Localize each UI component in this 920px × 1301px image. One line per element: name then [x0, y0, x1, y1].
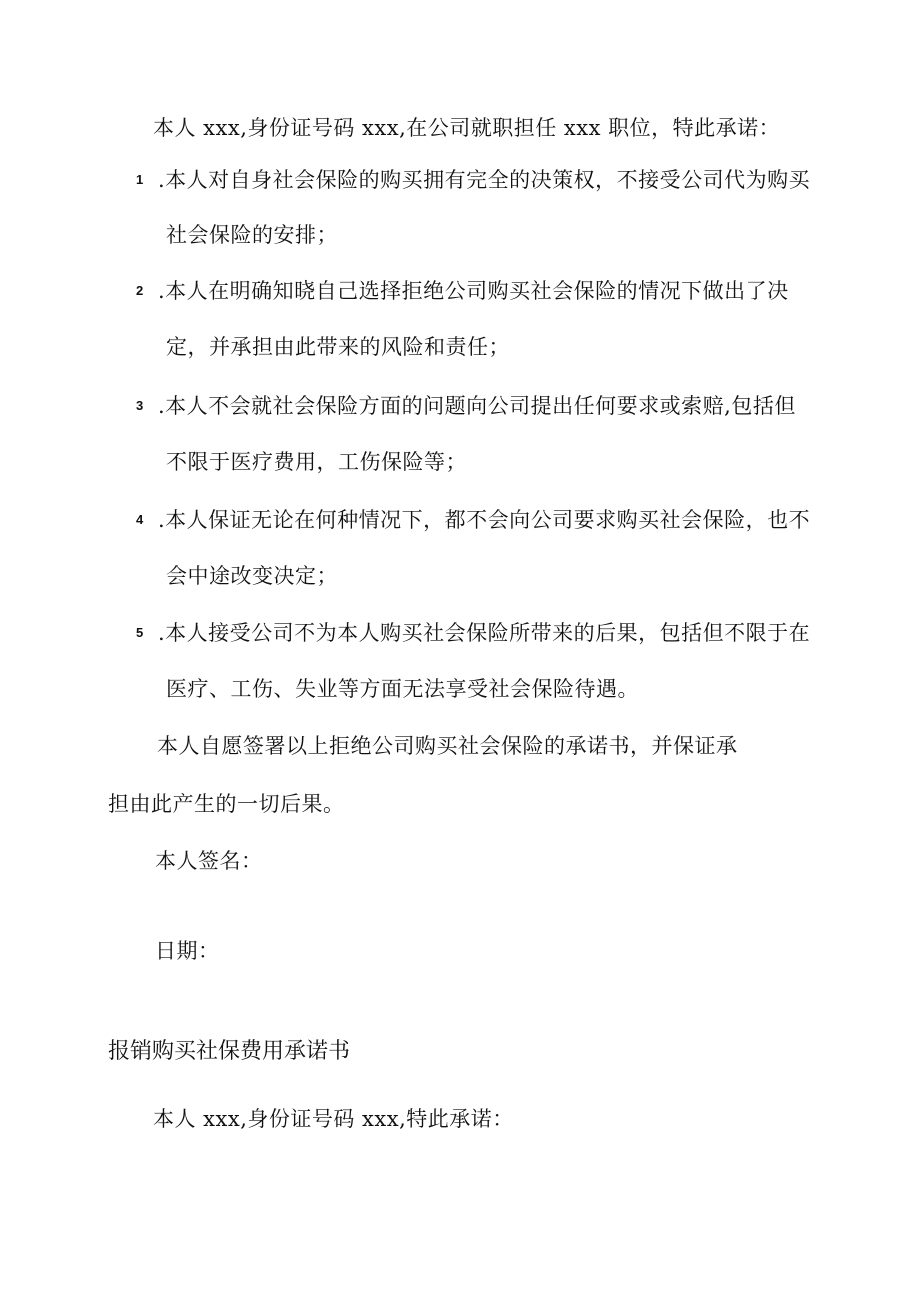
item-4-number: 4	[136, 512, 144, 527]
item-3-number: 3	[136, 398, 144, 413]
closing-line-1: 本人自愿签署以上拒绝公司购买社会保险的承诺书，并保证承	[157, 734, 738, 758]
item-4-line-1: .本人保证无论在何种情况下，都不会向公司要求购买社会保险，也不	[158, 508, 811, 532]
item-4-line-2: 会中途改变决定；	[166, 564, 338, 588]
closing-line-2: 担由此产生的一切后果。	[108, 792, 345, 816]
item-1-line-2: 社会保险的安排；	[166, 223, 338, 247]
item-3-line-2: 不限于医疗费用，工伤保险等；	[166, 450, 467, 474]
item-5-line-1: .本人接受公司不为本人购买社会保险所带来的后果，包括但不限于在	[158, 621, 811, 645]
second-document-title: 报销购买社保费用承诺书	[108, 1039, 351, 1064]
item-5-number: 5	[136, 625, 144, 640]
item-5-line-2: 医疗、工伤、失业等方面无法享受社会保险待遇。	[166, 677, 639, 701]
intro-paragraph: 本人 xxx,身份证号码 xxx,在公司就职担任 xxx 职位，特此承诺：	[153, 116, 781, 140]
item-2-line-1: .本人在明确知晓自己选择拒绝公司购买社会保险的情况下做出了决	[158, 279, 789, 303]
item-1-number: 1	[136, 172, 144, 187]
item-2-line-2: 定，并承担由此带来的风险和责任；	[166, 335, 510, 359]
second-intro-paragraph: 本人 xxx,身份证号码 xxx,特此承诺：	[153, 1107, 514, 1131]
signature-label: 本人签名：	[155, 849, 263, 873]
date-label: 日期：	[155, 939, 220, 963]
item-1-line-1: .本人对自身社会保险的购买拥有完全的决策权，不接受公司代为购买	[158, 168, 811, 192]
item-2-number: 2	[136, 283, 144, 298]
item-3-line-1: .本人不会就社会保险方面的问题向公司提出任何要求或索赔,包括但	[158, 394, 796, 418]
